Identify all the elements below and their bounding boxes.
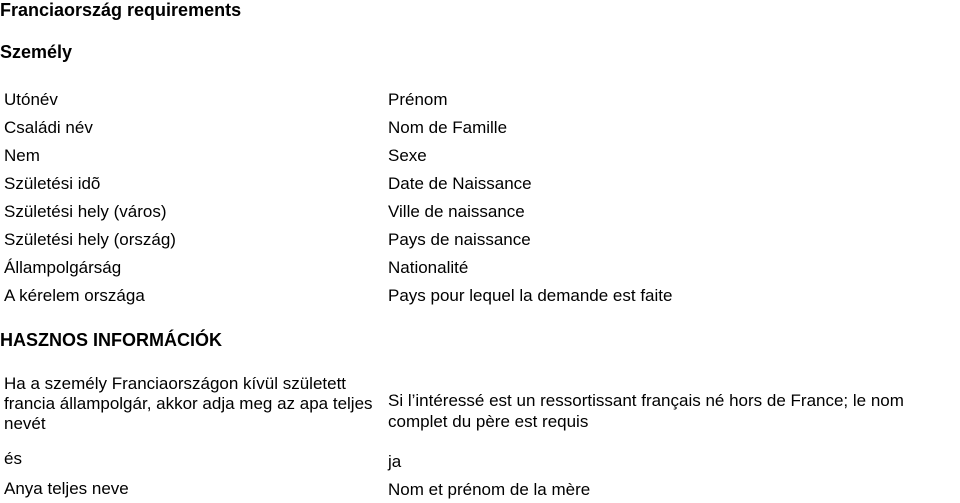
field-label-hu: Állampolgárság: [4, 258, 122, 277]
mother-name-label-fr: Nom et prénom de la mère: [388, 480, 591, 499]
field-label-fr: Nationalité: [388, 258, 469, 277]
document-title: Franciaország requirements: [0, 0, 242, 20]
field-label-hu: Utónév: [4, 90, 58, 109]
field-label-fr: Pays de naissance: [388, 230, 531, 249]
hungarian-field-column: [4, 86, 176, 310]
section-heading-useful-info: HASZNOS INFORMÁCIÓK: [0, 330, 222, 350]
field-label-hu: Családi név: [4, 118, 93, 137]
field-label-fr: Nom de Famille: [388, 118, 508, 137]
field-label-fr: Pays pour lequel la demande est faite: [388, 286, 673, 305]
conjunction-fr: ja: [388, 452, 402, 471]
french-field-column: [388, 86, 672, 310]
field-label-fr: Prénom: [388, 90, 448, 109]
field-label-hu: A kérelem országa: [4, 286, 145, 305]
field-label-hu: Nem: [4, 146, 40, 165]
conjunction-hu: és: [4, 449, 22, 468]
note-french: Si l’intéressé est un ressortissant français né hors de France; le nom complet du père est requis: [388, 391, 904, 431]
field-label-hu: Születési hely (város): [4, 202, 167, 221]
field-label-hu: Születési idõ: [4, 174, 101, 193]
note-hungarian: Ha a személy Franciaországon kívül született francia állampolgár, akkor adja meg az apa teljes nevét: [4, 374, 373, 433]
field-label-fr: Ville de naissance: [388, 202, 525, 221]
section-heading-person: Személy: [0, 42, 73, 62]
field-label-fr: Sexe: [388, 146, 427, 165]
field-label-hu: Születési hely (ország): [4, 230, 176, 249]
mother-name-label-hu: Anya teljes neve: [4, 479, 129, 498]
field-label-fr: Date de Naissance: [388, 174, 532, 193]
